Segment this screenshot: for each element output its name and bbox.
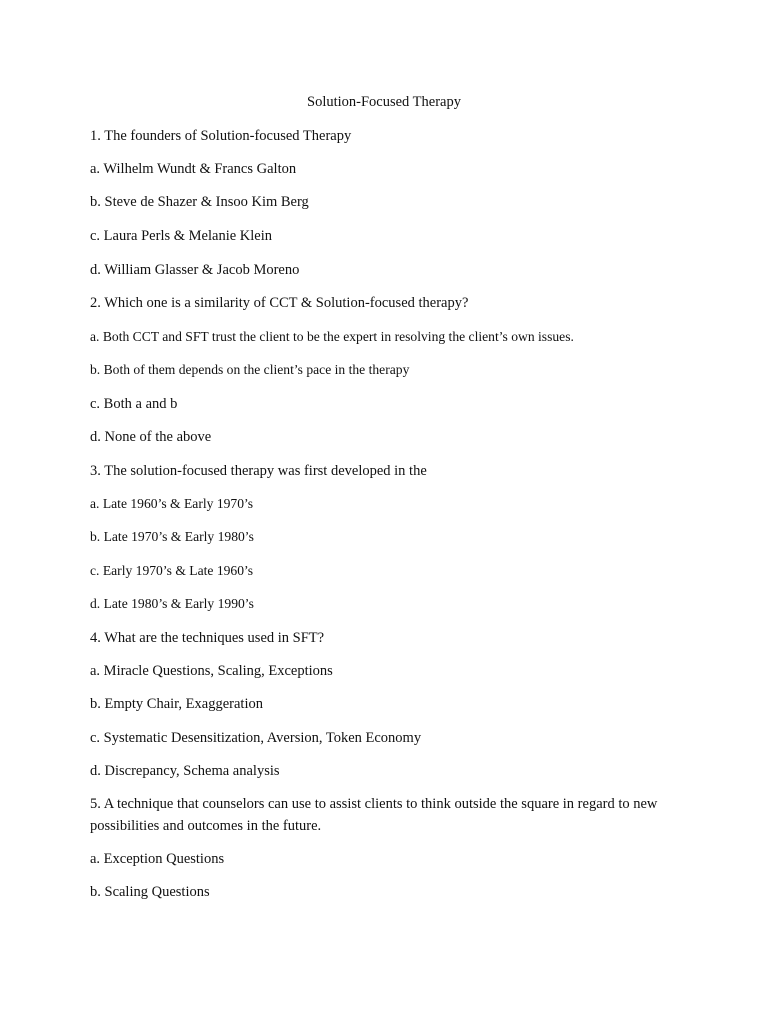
question-5: 5. A technique that counselors can use to assist clients to think outside the square in regard to new possibilities and outcomes in the future.	[90, 796, 658, 834]
question-4: 4. What are the techniques used in SFT?	[90, 630, 325, 646]
page-title: Solution-Focused Therapy	[307, 94, 461, 110]
option-1b: b. Steve de Shazer & Insoo Kim Berg	[90, 194, 309, 210]
option-5a: a. Exception Questions	[90, 851, 225, 867]
option-5b: b. Scaling Questions	[90, 884, 210, 900]
question-3: 3. The solution-focused therapy was first developed in the	[90, 463, 427, 479]
option-3d: d. Late 1980’s & Early 1990’s	[90, 596, 254, 611]
option-2d: d. None of the above	[90, 429, 212, 445]
option-3b: b. Late 1970’s & Early 1980’s	[90, 529, 254, 544]
option-4b: b. Empty Chair, Exaggeration	[90, 696, 263, 712]
option-1d: d. William Glasser & Jacob Moreno	[90, 262, 300, 278]
option-2b: b. Both of them depends on the client’s pace in the therapy	[90, 362, 410, 377]
question-1: 1. The founders of Solution-focused Therapy	[90, 128, 352, 144]
option-2a: a. Both CCT and SFT trust the client to be the expert in resolving the client’s own issues.	[90, 329, 574, 344]
option-4c: c. Systematic Desensitization, Aversion, Token Economy	[90, 730, 422, 746]
option-1c: c. Laura Perls & Melanie Klein	[90, 228, 272, 244]
option-3c: c. Early 1970’s & Late 1960’s	[90, 563, 254, 578]
option-4a: a. Miracle Questions, Scaling, Exceptions	[90, 663, 333, 679]
option-4d: d. Discrepancy, Schema analysis	[90, 763, 280, 779]
option-3a: a. Late 1960’s & Early 1970’s	[90, 496, 254, 511]
question-2: 2. Which one is a similarity of CCT & Solution-focused therapy?	[90, 295, 469, 311]
option-2c: c. Both a and b	[90, 396, 178, 412]
option-1a: a. Wilhelm Wundt & Francs Galton	[90, 161, 297, 177]
